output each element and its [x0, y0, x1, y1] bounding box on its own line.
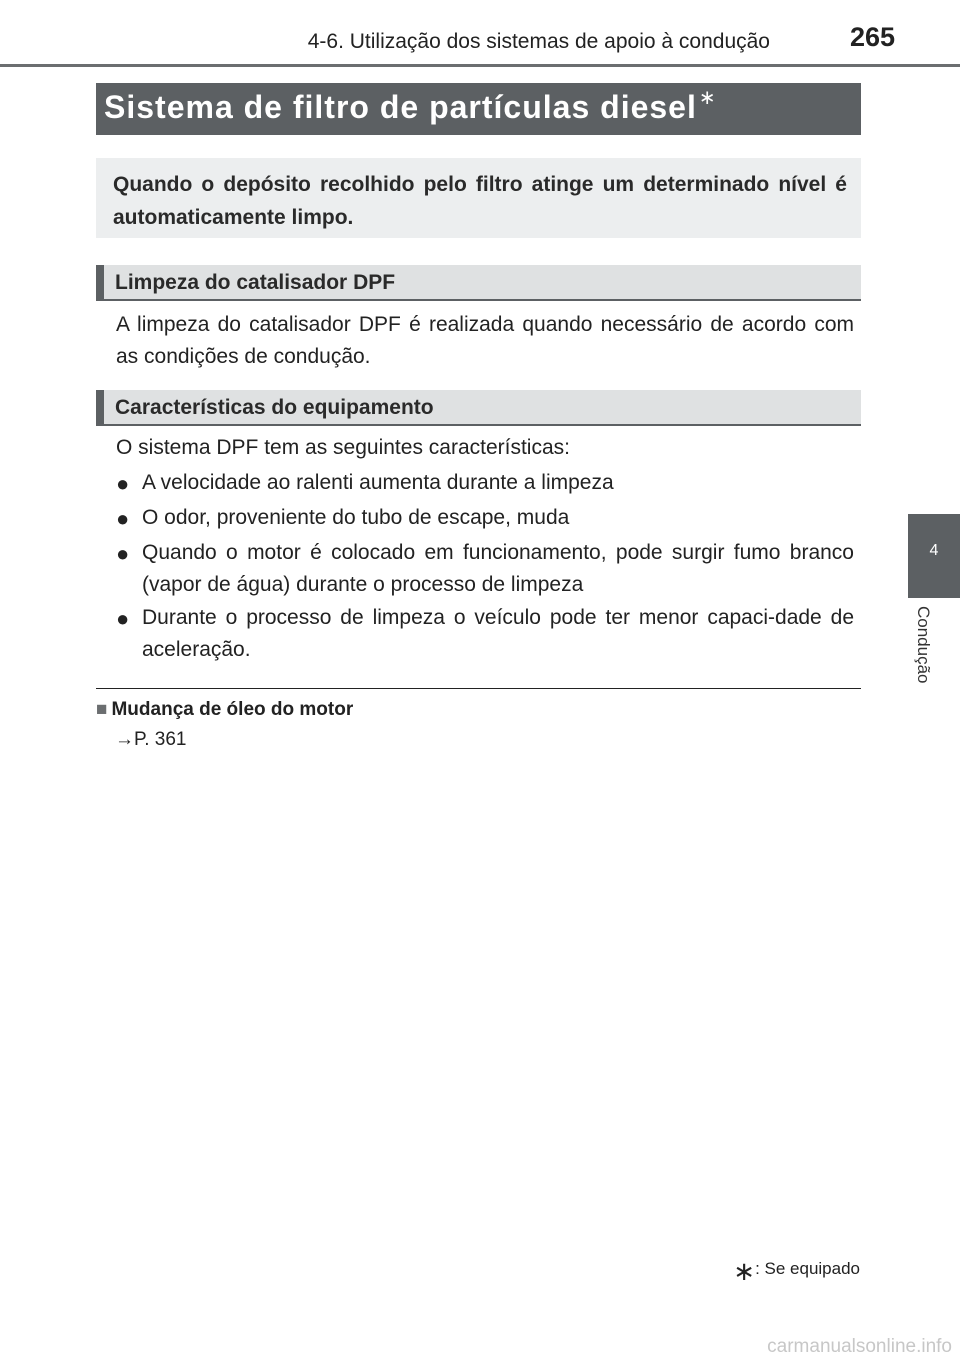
- header-rule: [0, 64, 960, 67]
- bullet-icon: ●: [116, 606, 130, 631]
- list-item-text: A velocidade ao ralenti aumenta durante a limpeza: [142, 471, 614, 494]
- bullet-icon: ●: [116, 506, 130, 531]
- note-heading: [96, 699, 353, 721]
- chapter-label-text: Condução: [914, 606, 933, 684]
- intro-text: Quando o depósito recolhido pelo filtro atinge um determinado nível é automaticamente limpo.: [113, 173, 847, 229]
- list-item: [116, 502, 854, 534]
- subheading-dpf-cleaning: [96, 265, 861, 301]
- watermark: carmanualsonline.info: [767, 1336, 952, 1357]
- section-title: [104, 89, 717, 126]
- footnote: [700, 1256, 860, 1287]
- note-divider: [96, 688, 861, 689]
- footnote-text: : Se equipado: [755, 1259, 860, 1278]
- list-item-text: O odor, proveniente do tubo de escape, muda: [142, 506, 570, 529]
- page-number: 265: [849, 22, 895, 52]
- paragraph-features-intro: O sistema DPF tem as seguintes características:: [116, 436, 570, 459]
- section-title-bar: [96, 83, 861, 135]
- page-reference-link[interactable]: →P. 361: [115, 729, 187, 750]
- subheading-text: Limpeza do catalisador DPF: [115, 271, 396, 294]
- bullet-icon: ●: [116, 541, 130, 566]
- subheading-equipment-features: [96, 390, 861, 426]
- list-item: [116, 467, 854, 499]
- chapter-tab[interactable]: [908, 514, 960, 598]
- chapter-number: 4: [929, 542, 939, 559]
- note-heading-text: Mudança de óleo do motor: [111, 699, 354, 720]
- chapter-label: [908, 606, 960, 726]
- intro-box: [96, 158, 861, 238]
- subheading-text: Características do equipamento: [115, 396, 434, 419]
- asterisk-icon: ∗: [733, 1256, 756, 1286]
- running-header-section: 4-6. Utilização dos sistemas de apoio à condução: [307, 30, 770, 53]
- list-item: [116, 537, 854, 601]
- section-title-text: Sistema de filtro de partículas diesel: [104, 89, 697, 125]
- list-item-text: Durante o processo de limpeza o veículo pode ter menor capaci-dade de aceleração.: [142, 606, 854, 661]
- paragraph-dpf-cleaning: A limpeza do catalisador DPF é realizada quando necessário de acordo com as condições de condução.: [116, 313, 854, 368]
- square-bullet-icon: ■: [96, 699, 108, 720]
- equipped-asterisk-icon: ∗: [698, 87, 717, 109]
- bullet-icon: ●: [116, 471, 130, 496]
- list-item-text: Quando o motor é colocado em funcionamento, pode surgir fumo branco (vapor de água) durante o processo de limpeza: [142, 541, 854, 596]
- list-item: [116, 602, 854, 666]
